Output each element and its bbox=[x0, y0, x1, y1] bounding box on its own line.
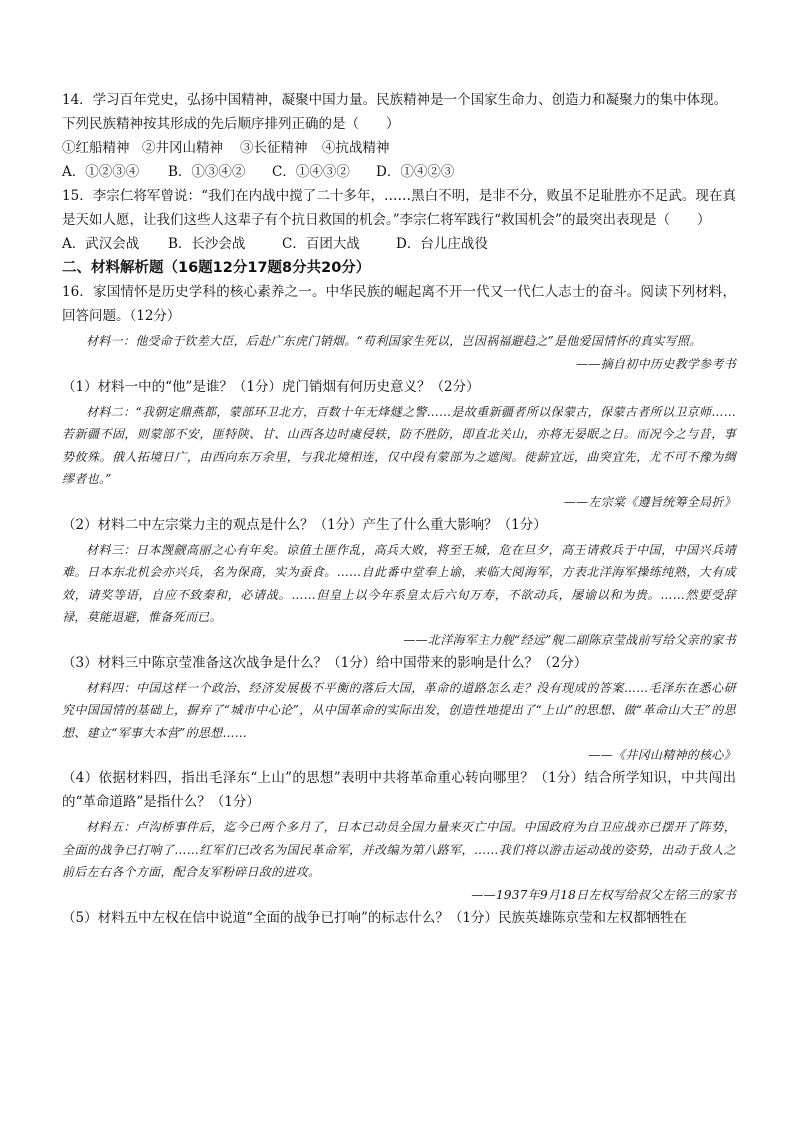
material-5-source: ——1937年9月18日左权写给叔父左铭三的家书 bbox=[471, 887, 736, 902]
q16-intro: 16．家国情怀是历史学科的核心素养之一。中华民族的崛起离不开一代又一代仁人志士的奋斗。阅读下列材料，回答问题。（12分） bbox=[62, 284, 736, 324]
q14-option-a: A．①②③④ bbox=[62, 164, 140, 180]
subquestion-3: （3）材料三中陈京莹准备这次战争是什么？（1分）给中国带来的影响是什么？（2分） bbox=[62, 654, 588, 671]
material-1: 材料一：他受命于钦差大臣，后赴广东虎门销烟。“苟利国家生死以，岂因祸福避趋之”是他爱国情怀的真实写照。 bbox=[86, 334, 702, 348]
question-16 bbox=[62, 280, 736, 930]
q14-items bbox=[62, 136, 736, 160]
subquestion-1: （1）材料一中的“他”是谁？（1分）虎门销烟有何历史意义？（2分） bbox=[62, 378, 480, 395]
subquestion-2: （2）材料二中左宗棠力主的观点是什么？（1分）产生了什么重大影响？（1分） bbox=[62, 516, 547, 533]
q15-option-a: A．武汉会战 bbox=[62, 236, 140, 252]
q14-stem-line2: 下列民族精神按其形成的先后顺序排列正确的是（ ） bbox=[62, 116, 400, 132]
q14-option-c: C．①④③② bbox=[272, 164, 350, 180]
q15-option-d: D．台儿庄战役 bbox=[396, 236, 488, 252]
q15-option-b: B．长沙会战 bbox=[168, 236, 246, 252]
material-2-source: ——左宗棠《遵旨统筹全局折》 bbox=[563, 494, 736, 509]
q14-item-2: ②井冈山精神 bbox=[142, 140, 223, 156]
q14-item-4: ④抗战精神 bbox=[322, 140, 390, 156]
material-2: 材料二：“我朝定鼎燕都，蒙部环卫北方，百数十年无烽燧之警……是故重新疆者所以保蒙古，保蒙古者所以卫京师……若新疆不固，则蒙部不安，匪特陕、甘、山西各边时虞侵轶，防不胜防，即直北关山，亦将无晏眠之日。而况今之与昔，事势攸殊。俄人拓境日广，由西向东万余里，与我北境相连，仅中段有蒙部为之遮阂。徙薪宜远，曲突宜先，尤不可不豫为绸缪者也。” bbox=[62, 404, 736, 486]
q14-stem-line1: 14．学习百年党史，弘扬中国精神，凝聚中国力量。民族精神是一个国家生命力、创造力和凝聚力的集中体现。 bbox=[62, 92, 728, 108]
q14-option-d: D．①④②③ bbox=[376, 164, 455, 180]
material-5: 材料五：卢沟桥事件后，迄今已两个多月了，日本已动员全国力量来灭亡中国。中国政府为自卫应战亦已摆开了阵势，全面的战争已打响了……红军们已改名为国民革命军，并改编为第八路军，……我们将以游击运动战的姿势，出动于敌人之前后左右各个方面，配合友军粉碎日敌的进攻。 bbox=[62, 820, 736, 879]
subquestion-4: （4）依据材料四，指出毛泽东“上山”的思想”表明中共将革命重心转向哪里？（1分）结合所学知识，中共闯出的“革命道路”是指什么？（1分） bbox=[62, 770, 736, 810]
q15-option-c: C．百团大战 bbox=[282, 236, 360, 252]
subquestion-5: （5）材料五中左权在信中说道“全面的战争已打响”的标志什么？（1分）民族英雄陈京莹和左权都牺牲在 bbox=[62, 909, 687, 926]
q15-options bbox=[62, 232, 736, 256]
material-1-source: ——摘自初中历史教学参考书 bbox=[576, 356, 736, 371]
material-3-source: ——北洋海军主力舰“经远”舰二副陈京莹战前写给父亲的家书 bbox=[403, 632, 736, 647]
material-3: 材料三：日本觊觎高丽之心有年矣。谅值土匪作乱，高兵大败，将至王城，危在旦夕，高王请救兵于中国，中国兴兵靖难。日本东北机会亦兴兵，名为保商，实为蚕食。……自此番中堂奉上谕，来临大阅海军，方表北洋海军操练纯熟，大有成效，请奖等语，自应不致秦和，必请战。……但皇上以今年系皇太后六旬万寿，不欲动兵，屡谕以和为贵。……然要受辞禄，莫能退避，惟备死而已。 bbox=[62, 542, 736, 624]
section-2-title: 二、材料解析题（16题12分17题8分共20分） bbox=[62, 260, 371, 276]
material-4-source: ——《井冈山精神的核心》 bbox=[588, 748, 736, 762]
q14-item-3: ③长征精神 bbox=[240, 140, 308, 156]
q14-option-b: B．①③④② bbox=[168, 164, 246, 180]
q14-options bbox=[62, 160, 736, 184]
question-15 bbox=[62, 184, 736, 256]
q15-stem: 15．李宗仁将军曾说：“我们在内战中搅了二十多年，……黑白不明，是非不分，败虽不足耻胜亦不足武。现在真是天如人愿，让我们这些人这辈子有个抗日救国的机会。”李宗仁将军践行“救国机会”的最突出表现是（ ） bbox=[62, 188, 736, 228]
q14-item-1: ①红船精神 bbox=[62, 140, 130, 156]
material-4: 材料四：中国这样一个政治、经济发展极不平衡的落后大国，革命的道路怎么走？没有现成的答案……毛泽东在悉心研究中国国情的基础上，摒弃了“城市中心论”，从中国革命的实际出发，创造性地提出了“上山”的思想、做“革命山大王”的思想、建立“军事大本营”的思想…… bbox=[62, 680, 736, 740]
question-14 bbox=[62, 88, 736, 184]
